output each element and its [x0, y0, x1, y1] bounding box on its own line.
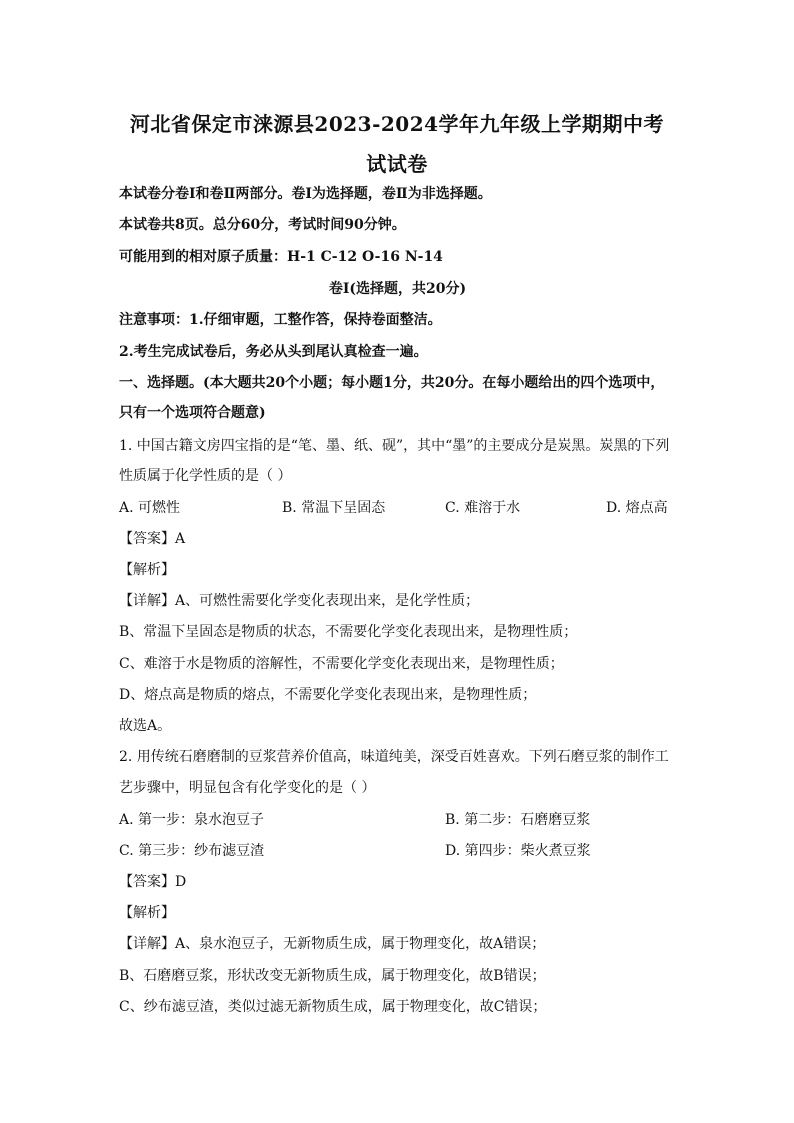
analysis-line: B、石磨磨豆浆，形状改变无新物质生成，属于物理变化，故B错误；	[119, 968, 546, 984]
analysis-line: C、难溶于水是物质的溶解性，不需要化学变化表现出来，是物理性质；	[119, 656, 564, 672]
question-stem: 艺步骤中，明显包含有化学变化的是（ ）	[119, 780, 376, 796]
option-a: A. 可燃性	[119, 500, 181, 516]
note-line: 2.考生完成试卷后，务必从头到尾认真检查一遍。	[119, 344, 428, 360]
question-stem: 性质属于化学性质的是（ ）	[119, 468, 292, 484]
option-c: C. 第三步：纱布滤豆渣	[119, 843, 265, 859]
page-title-continued: 试试卷	[366, 152, 428, 176]
question-stem: 2. 用传统石磨磨制的豆浆营养价值高，味道纯美，深受百姓喜欢。下列石磨豆浆的制作工	[119, 749, 669, 765]
analysis-line: 【详解】A、可燃性需要化学变化表现出来，是化学性质；	[119, 593, 480, 609]
option-b: B. 常温下呈固态	[282, 500, 386, 516]
analysis-line: D、熔点高是物质的熔点，不需要化学变化表现出来，是物理性质；	[119, 687, 537, 703]
intro-line: 本试卷分卷I和卷Ⅱ两部分。卷I为选择题，卷Ⅱ为非选择题。	[119, 186, 492, 202]
answer: 【答案】D	[119, 874, 187, 890]
intro-line: 可能用到的相对原子质量：H-1 C-12 O-16 N-14	[119, 249, 443, 265]
option-a: A. 第一步：泉水泡豆子	[119, 812, 265, 828]
section-title: 卷I(选择题，共20分)	[328, 281, 467, 297]
page-title: 河北省保定市涞源县2023-2024学年九年级上学期期中考	[129, 112, 665, 136]
analysis-line: 故选A。	[119, 718, 172, 734]
answer: 【答案】A	[119, 531, 186, 547]
analysis-line: 【详解】A、泉水泡豆子，无新物质生成，属于物理变化，故A错误；	[119, 936, 546, 952]
question-stem: 1. 中国古籍文房四宝指的是“笔、墨、纸、砚”，其中“墨”的主要成分是炭黑。炭黑的下列	[119, 438, 670, 454]
option-b: B. 第二步：石磨磨豆浆	[445, 812, 591, 828]
part-heading: 只有一个选项符合题意)	[119, 405, 266, 421]
option-d: D. 第四步：柴火煮豆浆	[445, 843, 591, 859]
intro-line: 本试卷共8页。总分60分，考试时间90分钟。	[119, 217, 406, 233]
part-heading: 一、选择题。(本大题共20个小题；每小题1分，共20分。在每小题给出的四个选项中，	[119, 375, 665, 391]
analysis-line: C、纱布滤豆渣，类似过滤无新物质生成，属于物理变化，故C错误；	[119, 999, 547, 1015]
note-line: 注意事项：1.仔细审题，工整作答，保持卷面整洁。	[119, 312, 442, 328]
option-c: C. 难溶于水	[445, 500, 521, 516]
option-d: D. 熔点高	[606, 500, 668, 516]
analysis-label: 【解析】	[119, 562, 175, 578]
analysis-line: B、常温下呈固态是物质的状态，不需要化学变化表现出来，是物理性质；	[119, 624, 578, 640]
analysis-label: 【解析】	[119, 905, 175, 921]
